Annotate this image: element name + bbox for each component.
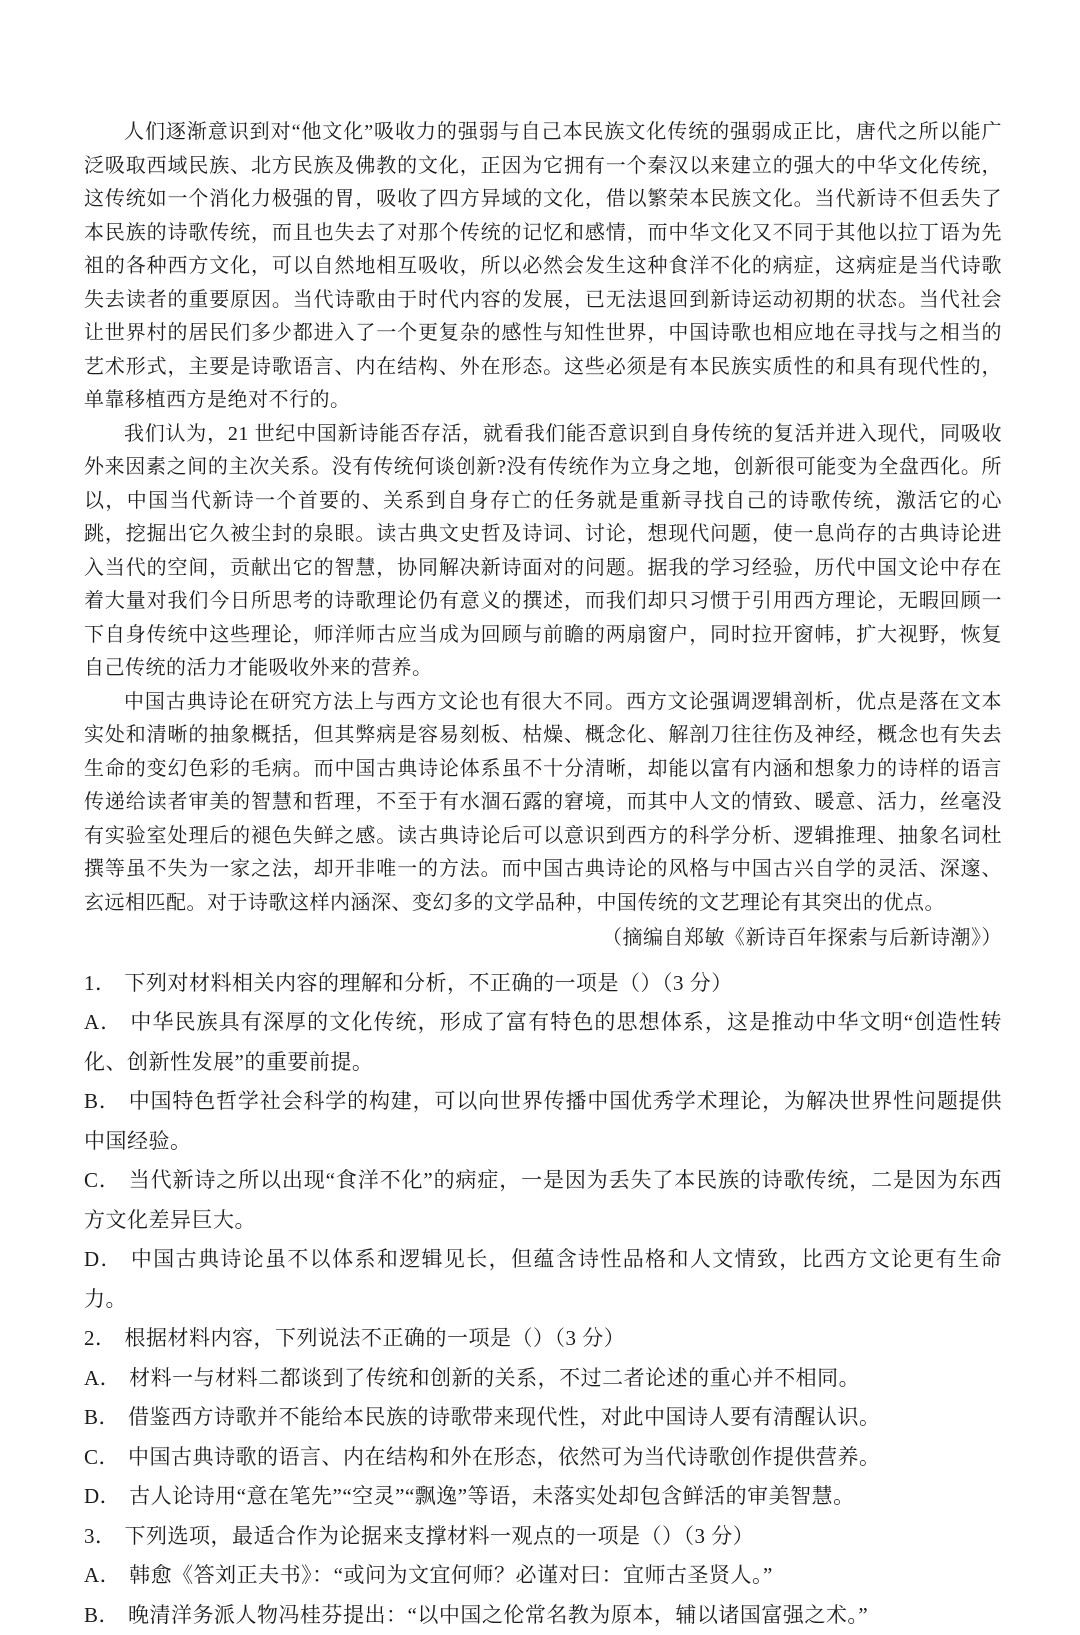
question-1-option-b	[84, 1082, 1002, 1161]
question-1-stem-text: 下列对材料相关内容的理解和分析，不正确的一项是（）（3 分）	[125, 971, 733, 995]
question-2-option-c-text: 中国古典诗歌的语言、内在结构和外在形态，依然可为当代诗歌创作提供营养。	[128, 1445, 881, 1469]
question-2-number: 2．	[84, 1326, 125, 1350]
question-2-option-b-label: B．	[84, 1405, 128, 1429]
question-3-number: 3．	[84, 1524, 125, 1548]
question-3-option-a	[84, 1556, 1002, 1596]
question-3	[84, 1517, 1002, 1635]
question-2-option-c	[84, 1438, 1002, 1478]
passage-paragraph-1: 人们逐渐意识到对“他文化”吸收力的强弱与自己本民族文化传统的强弱成正比，唐代之所以能广泛吸取西域民族、北方民族及佛教的文化，正因为它拥有一个秦汉以来建立的强大的中华文化传统，这传统如一个消化力极强的胃，吸收了四方异域的文化，借以繁荣本民族文化。当代新诗不但丢失了本民族的诗歌传统，而且也失去了对那个传统的记忆和感情，而中华文化又不同于其他以拉丁语为先祖的各种西方文化，可以自然地相互吸收，所以必然会发生这种食洋不化的病症，这病症是当代诗歌失去读者的重要原因。当代诗歌由于时代内容的发展，已无法退回到新诗运动初期的状态。当代社会让世界村的居民们多少都进入了一个更复杂的感性与知性世界，中国诗歌也相应地在寻找与之相当的艺术形式，主要是诗歌语言、内在结构、外在形态。这些必须是有本民族实质性的和具有现代性的，单靠移植西方是绝对不行的。	[84, 116, 1002, 418]
question-1-option-c-text: 当代新诗之所以出现“食洋不化”的病症，一是因为丢失了本民族的诗歌传统，二是因为东西方文化差异巨大。	[84, 1168, 1002, 1232]
question-1-option-b-text: 中国特色哲学社会科学的构建，可以向世界传播中国优秀学术理论，为解决世界性问题提供中国经验。	[84, 1089, 1002, 1153]
question-1-option-d-text: 中国古典诗论虽不以体系和逻辑见长，但蕴含诗性品格和人文情致，比西方文论更有生命力。	[84, 1247, 1002, 1311]
passage-paragraph-3: 中国古典诗论在研究方法上与西方文论也有很大不同。西方文论强调逻辑剖析，优点是落在文本实处和清晰的抽象概括，但其弊病是容易刻板、枯燥、概念化、解剖刀往往伤及神经，概念也有失去生命的变幻色彩的毛病。而中国古典诗论体系虽不十分清晰，却能以富有内涵和想象力的诗样的语言传递给读者审美的智慧和哲理，不至于有水涸石露的窘境，而其中人文的情致、暖意、活力，丝毫没有实验室处理后的褪色失鲜之感。读古典诗论后可以意识到西方的科学分析、逻辑推理、抽象名词杜撰等虽不失为一家之法，却开非唯一的方法。而中国古典诗论的风格与中国古兴自学的灵活、深邃、玄远相匹配。对于诗歌这样内涵深、变幻多的文学品种，中国传统的文艺理论有其突出的优点。	[84, 686, 1002, 921]
question-2-option-b	[84, 1398, 1002, 1438]
question-1-option-c	[84, 1161, 1002, 1240]
question-2-option-a-label: A．	[84, 1366, 129, 1390]
question-2-option-a-text: 材料一与材料二都谈到了传统和创新的关系，不过二者论述的重心并不相同。	[129, 1366, 860, 1390]
question-3-option-a-text: 韩愈《答刘正夫书》：“或问为文宜何师？必谨对曰：宜师古圣贤人。”	[129, 1563, 773, 1587]
question-2	[84, 1319, 1002, 1517]
question-1-option-d	[84, 1240, 1002, 1319]
question-2-option-a	[84, 1359, 1002, 1399]
question-3-option-b	[84, 1596, 1002, 1635]
question-3-option-b-label: B．	[84, 1603, 128, 1627]
question-3-option-b-text: 晚清洋务派人物冯桂芬提出：“以中国之伦常名教为原本，辅以诸国富强之术。”	[128, 1603, 868, 1627]
question-1-option-d-label: D．	[84, 1247, 131, 1271]
question-3-stem	[84, 1517, 1002, 1557]
question-2-stem-text: 根据材料内容，下列说法不正确的一项是（）（3 分）	[125, 1326, 626, 1350]
question-2-option-c-label: C．	[84, 1445, 128, 1469]
question-2-stem	[84, 1319, 1002, 1359]
question-1-option-b-label: B．	[84, 1089, 129, 1113]
question-2-option-b-text: 借鉴西方诗歌并不能给本民族的诗歌带来现代性，对此中国诗人要有清醒认识。	[128, 1405, 881, 1429]
question-1-option-c-label: C．	[84, 1168, 129, 1192]
question-2-option-d-text: 古人论诗用“意在笔先”“空灵”“飘逸”等语，未落实处却包含鲜活的审美智慧。	[129, 1484, 854, 1508]
question-1-option-a-label: A．	[84, 1010, 130, 1034]
reading-passage	[84, 116, 1002, 956]
question-3-stem-text: 下列选项，最适合作为论据来支撑材料一观点的一项是（）（3 分）	[125, 1524, 755, 1548]
passage-paragraph-2: 我们认为，21 世纪中国新诗能否存活，就看我们能否意识到自身传统的复活并进入现代，同吸收外来因素之间的主次关系。没有传统何谈创新?没有传统作为立身之地，创新很可能变为全盘西化。所以，中国当代新诗一个首要的、关系到自身存亡的任务就是重新寻找自己的诗歌传统，激活它的心跳，挖掘出它久被尘封的泉眼。读古典文史哲及诗词、讨论，想现代问题，使一息尚存的古典诗论进入当代的空间，贡献出它的智慧，协同解决新诗面对的问题。据我的学习经验，历代中国文论中存在着大量对我们今日所思考的诗歌理论仍有意义的撰述，而我们却只习惯于引用西方理论，无暇回顾一下自身传统中这些理论，师洋师古应当成为回顾与前瞻的两扇窗户，同时拉开窗帏，扩大视野，恢复自己传统的活力才能吸收外来的营养。	[84, 418, 1002, 686]
question-1	[84, 964, 1002, 1320]
question-2-option-d	[84, 1477, 1002, 1517]
question-1-number: 1．	[84, 971, 125, 995]
questions-section	[84, 964, 1002, 1635]
question-3-option-a-label: A．	[84, 1563, 129, 1587]
question-1-option-a	[84, 1003, 1002, 1082]
question-2-option-d-label: D．	[84, 1484, 129, 1508]
question-1-option-a-text: 中华民族具有深厚的文化传统，形成了富有特色的思想体系，这是推动中华文明“创造性转化、创新性发展”的重要前提。	[84, 1010, 1002, 1074]
question-1-stem	[84, 964, 1002, 1004]
passage-attribution: （摘编自郑敏《新诗百年探索与后新诗潮》）	[84, 922, 1002, 956]
